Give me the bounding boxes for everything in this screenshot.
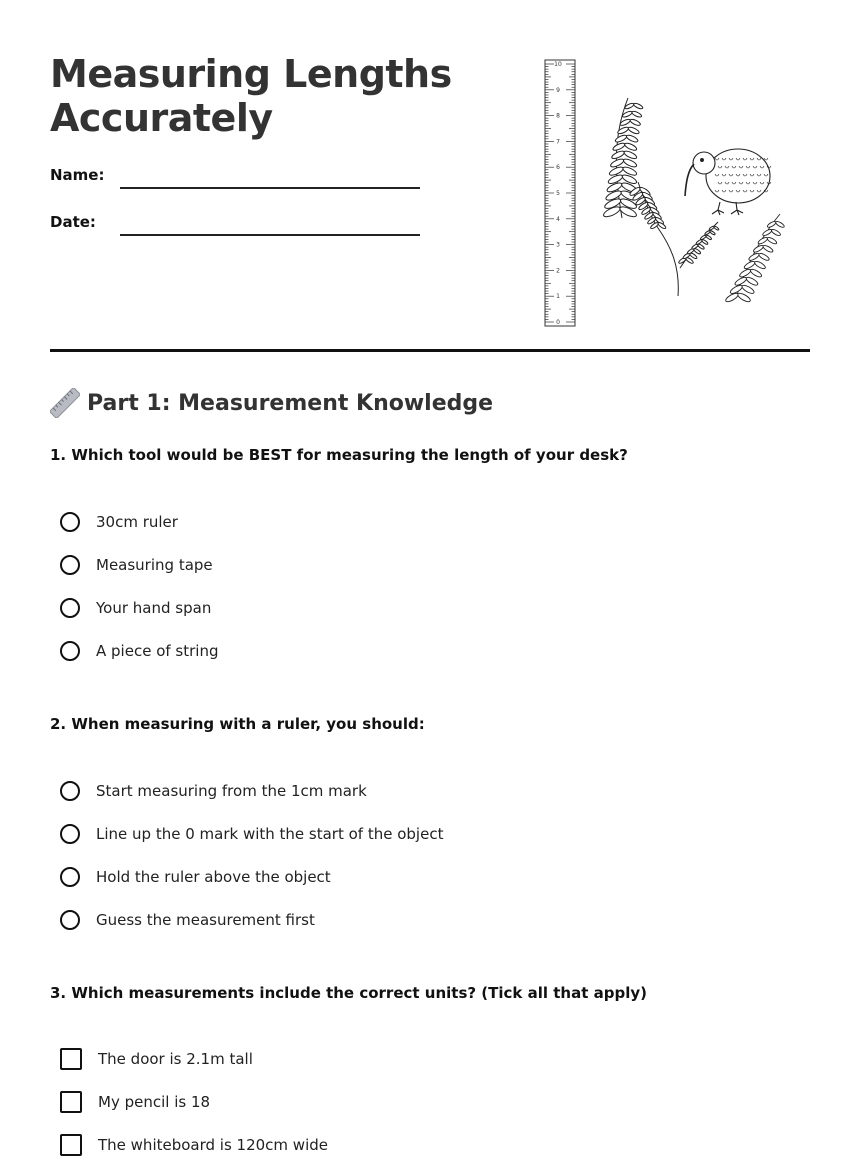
section-heading: [50, 388, 493, 418]
svg-text:3: 3: [556, 241, 560, 249]
question-2: 2. When measuring with a ruler, you should:: [50, 715, 425, 733]
radio-button[interactable]: [60, 867, 80, 887]
section-heading-text: Part 1: Measurement Knowledge: [87, 390, 494, 416]
option-label: Your hand span: [96, 599, 212, 617]
option-label: Line up the 0 mark with the start of the object: [96, 825, 444, 843]
question-3: 3. Which measurements include the correct units? (Tick all that apply): [50, 984, 647, 1002]
option-label: The whiteboard is 120cm wide: [98, 1136, 328, 1154]
svg-text:2: 2: [556, 267, 560, 275]
radio-button[interactable]: [60, 781, 80, 801]
radio-button[interactable]: [60, 598, 80, 618]
svg-text:7: 7: [556, 138, 560, 146]
radio-button[interactable]: [60, 555, 80, 575]
small-fern-icon: [725, 214, 785, 303]
checkbox[interactable]: [60, 1134, 82, 1156]
q1-option-2[interactable]: [60, 555, 213, 575]
option-label: The door is 2.1m tall: [98, 1050, 253, 1068]
worksheet-title: [50, 52, 452, 140]
illustration: [540, 58, 790, 330]
question-1: 1. Which tool would be BEST for measuring the length of your desk?: [50, 446, 628, 464]
date-label: Date:: [50, 213, 96, 231]
q2-option-1[interactable]: [60, 781, 367, 801]
ruler-illustration-icon: [545, 60, 575, 326]
name-label: Name:: [50, 166, 105, 184]
svg-text:1: 1: [556, 293, 560, 301]
q2-option-3[interactable]: [60, 867, 331, 887]
radio-button[interactable]: [60, 824, 80, 844]
checkbox[interactable]: [60, 1048, 82, 1070]
radio-button[interactable]: [60, 910, 80, 930]
q3-option-1[interactable]: [60, 1048, 253, 1070]
option-label: A piece of string: [96, 642, 219, 660]
option-label: Start measuring from the 1cm mark: [96, 782, 367, 800]
header-divider: [50, 349, 810, 352]
svg-text:5: 5: [556, 190, 560, 197]
checkbox[interactable]: [60, 1091, 82, 1113]
svg-text:10: 10: [554, 61, 562, 68]
svg-text:8: 8: [556, 112, 560, 120]
ruler-icon: [50, 388, 80, 418]
kiwi-bird-icon: [685, 149, 771, 215]
radio-button[interactable]: [60, 512, 80, 532]
option-label: 30cm ruler: [96, 513, 178, 531]
svg-text:0: 0: [556, 319, 560, 326]
q1-option-4[interactable]: [60, 641, 218, 661]
name-field[interactable]: [120, 187, 420, 189]
title-line-2: Accurately: [50, 96, 273, 140]
date-field[interactable]: [120, 234, 420, 236]
q2-option-2[interactable]: [60, 824, 443, 844]
option-label: Measuring tape: [96, 556, 213, 574]
branch-fern-icon: [629, 182, 719, 296]
q2-option-4[interactable]: [60, 910, 315, 930]
svg-text:4: 4: [556, 215, 560, 223]
option-label: Hold the ruler above the object: [96, 868, 331, 886]
q1-option-1[interactable]: [60, 512, 178, 532]
q3-option-3[interactable]: [60, 1134, 328, 1156]
svg-text:9: 9: [556, 86, 560, 94]
q1-option-3[interactable]: [60, 598, 211, 618]
svg-text:6: 6: [556, 164, 560, 172]
q3-option-2[interactable]: [60, 1091, 210, 1113]
option-label: My pencil is 18: [98, 1093, 211, 1111]
radio-button[interactable]: [60, 641, 80, 661]
title-line-1: Measuring Lengths: [50, 52, 452, 96]
option-label: Guess the measurement first: [96, 911, 315, 929]
